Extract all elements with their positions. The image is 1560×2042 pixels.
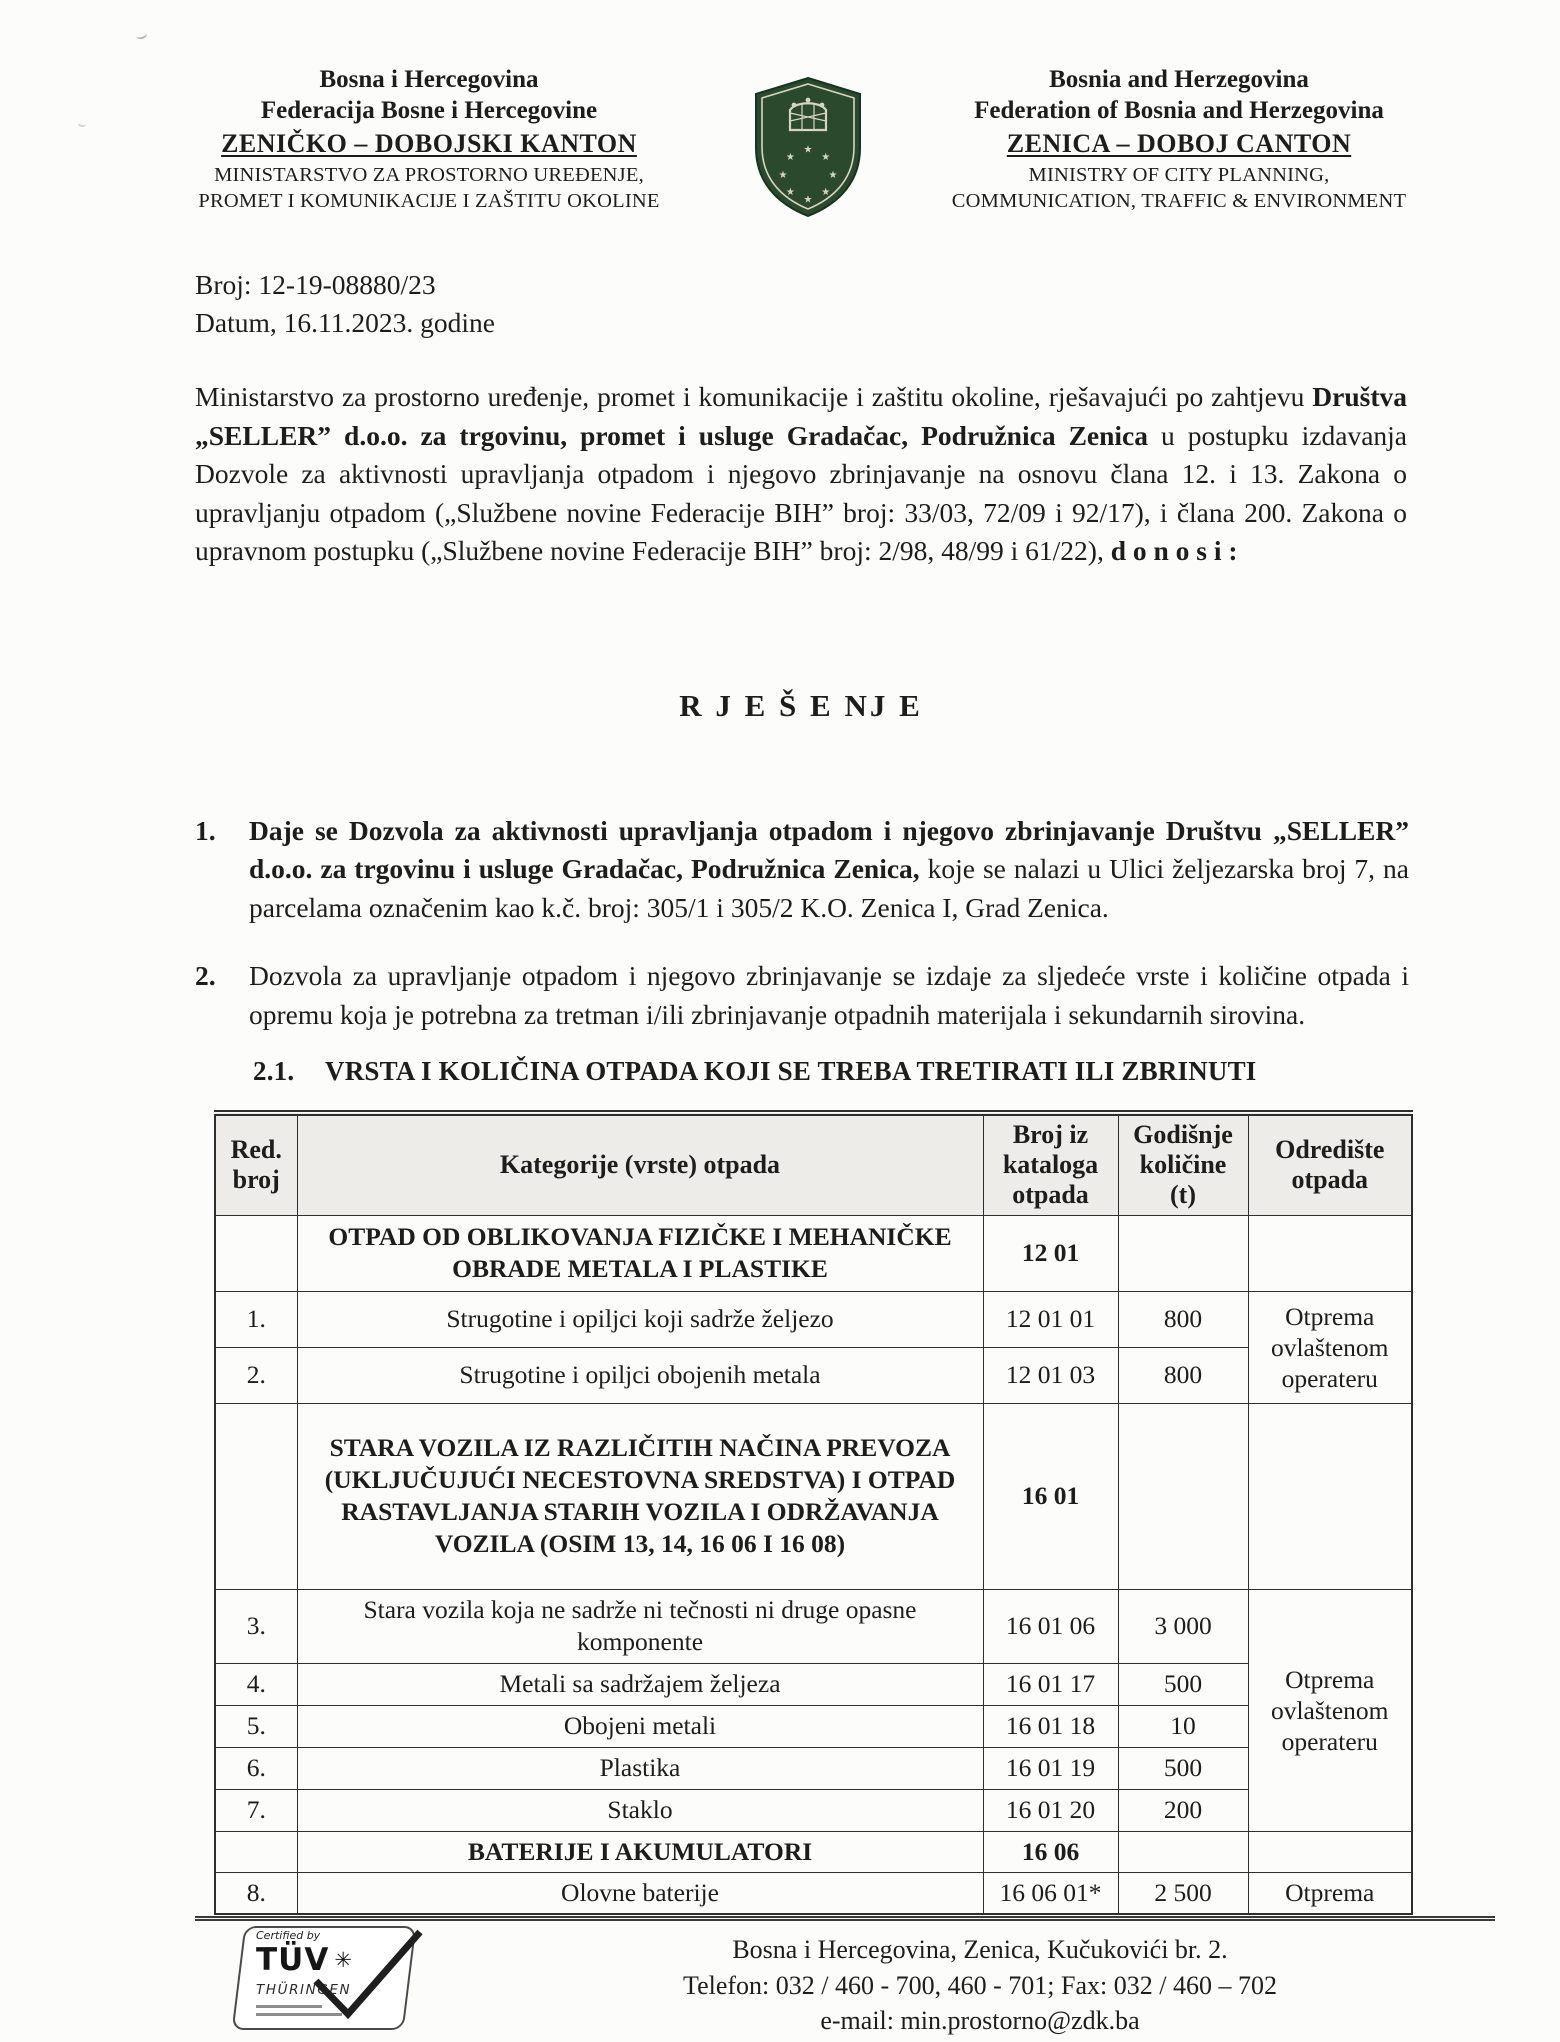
waste-row [215, 1291, 1412, 1347]
decision-items [195, 812, 1409, 1034]
cell-quantity: 500 [1118, 1663, 1248, 1705]
tuv-region-label: THÜRINGEN [256, 1982, 352, 1998]
list-item [195, 812, 1409, 927]
section-heading [253, 1056, 1413, 1087]
waste-table-wrap [214, 1110, 1412, 1915]
tuv-certification-logo [238, 1926, 410, 2030]
preamble-text: Ministarstvo za prostorno uređenje, promet i komunikacije i zaštitu okoline, rješavajući po zahtjevu [195, 381, 1313, 412]
waste-group-row [215, 1215, 1412, 1291]
document-date: Datum, 16.11.2023. godine [195, 307, 495, 338]
header-line: Federation of Bosnia and Herzegovina [974, 97, 1384, 124]
cell-catalog-code: 12 01 03 [983, 1347, 1118, 1403]
document-number: Broj: 12-19-08880/23 [195, 269, 436, 300]
col-header-category: Kategorije (vrste) otpada [297, 1113, 983, 1215]
cell-catalog-code: 16 01 17 [983, 1663, 1118, 1705]
cell-quantity: 800 [1118, 1347, 1248, 1403]
cell-category: BATERIJE I AKUMULATORI [297, 1831, 983, 1872]
header-line: MINISTRY OF CITY PLANNING, [1028, 164, 1330, 186]
cell-catalog-code: 12 01 01 [983, 1291, 1118, 1347]
svg-text:★: ★ [803, 194, 813, 206]
svg-text:★: ★ [778, 170, 788, 181]
cell-quantity: 2 500 [1118, 1872, 1248, 1914]
waste-table-body [215, 1215, 1412, 1914]
cell-catalog-code: 12 01 [983, 1215, 1118, 1291]
cell-ordinal: 3. [215, 1589, 297, 1663]
waste-group-row [215, 1403, 1412, 1589]
cell-quantity: 500 [1118, 1747, 1248, 1789]
col-header-ordinal: Red. broj [215, 1113, 297, 1215]
cell-catalog-code: 16 01 [983, 1403, 1118, 1589]
footer-divider [195, 1916, 1495, 1921]
header-line: Federacija Bosne i Hercegovine [260, 97, 598, 124]
cell-destination: Otprema [1248, 1872, 1412, 1914]
cell-destination [1248, 1831, 1412, 1872]
cell-category: Obojeni metali [297, 1705, 983, 1747]
cell-ordinal: 4. [215, 1663, 297, 1705]
cell-catalog-code: 16 01 18 [983, 1705, 1118, 1747]
waste-row [215, 1663, 1412, 1705]
letterhead [180, 64, 1412, 227]
letterhead-bosnian [180, 64, 678, 214]
cell-ordinal: 6. [215, 1747, 297, 1789]
cell-destination [1248, 1215, 1412, 1291]
coat-of-arms-icon [748, 72, 868, 227]
item-bold-text: Daje se Dozvola za aktivnosti upravljanja otpadom i njegovo zbrinjavanje Društvu „SELLER” d.o.o. za trgovinu i usluge Gradačac, Podružnica Zenica, [249, 815, 1409, 885]
cell-category: Strugotine i opiljci obojenih metala [297, 1347, 983, 1403]
cell-quantity: 10 [1118, 1705, 1248, 1747]
scan-artifact [135, 29, 148, 41]
preamble-text: u postupku izdavanja Dozvole za aktivnosti upravljanja otpadom i njegovo zbrinjavanje na osnovu člana 12. i 13. Zakona o upravljanju otpadom („Službene novine Federacije BIH” broj: 33/03, 72/09 i 92/17), i člana 200. Zakona o upravnom postupku („Službene novine Federacije BIH” broj: 2/98, 48/99 i 61/22), [195, 419, 1407, 567]
cell-ordinal [215, 1215, 297, 1291]
cell-category: OTPAD OD OBLIKOVANJA FIZIČKE I MEHANIČKE OBRADE METALA I PLASTIKE [297, 1215, 983, 1291]
item-text [249, 812, 1409, 927]
cell-catalog-code: 16 01 19 [983, 1747, 1118, 1789]
cell-destination: Otprema ovlaštenom operateru [1248, 1589, 1412, 1831]
cell-ordinal [215, 1831, 297, 1872]
item-text [249, 957, 1409, 1034]
svg-text:★: ★ [821, 151, 831, 163]
cell-quantity [1118, 1403, 1248, 1589]
cell-category: Plastika [297, 1747, 983, 1789]
document-title: R J E Š E NJ E [679, 688, 923, 723]
svg-text:★: ★ [803, 144, 813, 156]
section-number: 2.1. [253, 1056, 295, 1086]
svg-text:★: ★ [785, 187, 795, 199]
letterhead-english [948, 64, 1410, 214]
cell-catalog-code: 16 01 06 [983, 1589, 1118, 1663]
checkmark-icon [306, 1926, 426, 2026]
canton-name-english: ZENICA – DOBOJ CANTON [1006, 129, 1352, 158]
cell-ordinal: 8. [215, 1872, 297, 1914]
cell-destination: Otprema ovlaštenom operateru [1248, 1291, 1412, 1403]
cell-quantity: 800 [1118, 1291, 1248, 1347]
waste-row [215, 1747, 1412, 1789]
header-line: Bosna i Hercegovina [319, 66, 539, 93]
cell-quantity [1118, 1831, 1248, 1872]
waste-table [214, 1110, 1413, 1915]
item-number: 2. [195, 960, 216, 992]
applicant-name: Društva „SELLER” d.o.o. za trgovinu, promet i usluge Gradačac, Podružnica Zenica [195, 381, 1407, 451]
cell-ordinal: 7. [215, 1789, 297, 1831]
item-regular-text: koje se nalazi u Ulici željezarska broj 7, na parcelama označenim kao k.č. broj: 305/1 i 305/2 K.O. Zenica I, Grad Zenica. [249, 853, 1409, 923]
waste-row [215, 1872, 1412, 1914]
footer-phone: Telefon: 032 / 460 - 700, 460 - 701; Fax: 032 / 460 – 702 [683, 1970, 1277, 2000]
cell-quantity: 200 [1118, 1789, 1248, 1831]
footer-address: Bosna i Hercegovina, Zenica, Kučukovići br. 2. [732, 1935, 1228, 1964]
section-title: VRSTA I KOLIČINA OTPADA KOJI SE TREBA TRETIRATI ILI ZBRINUTI [325, 1056, 1257, 1086]
svg-text:★: ★ [828, 170, 838, 181]
header-line: PROMET I KOMUNIKACIJE I ZAŠTITU OKOLINE [198, 190, 660, 212]
canton-name-bosnian: ZENIČKO – DOBOJSKI KANTON [221, 129, 637, 158]
cell-category: Olovne baterije [297, 1872, 983, 1914]
cell-category: Metali sa sadržajem željeza [297, 1663, 983, 1705]
footer-email: e-mail: min.prostorno@zdk.ba [820, 2006, 1140, 2035]
col-header-catalog-code: Broj iz kataloga otpada [983, 1113, 1118, 1215]
waste-row [215, 1347, 1412, 1403]
cell-destination [1248, 1403, 1412, 1589]
cell-category: STARA VOZILA IZ RAZLIČITIH NAČINA PREVOZA (UKLJUČUJUĆI NECESTOVNA SREDSTVA) I OTPAD RASTAVLJANJA STARIH VOZILA I ODRŽAVANJA VOZILA (OSIM 13, 14, 16 06 I 16 08) [297, 1403, 983, 1589]
donosi-label: d o n o s i : [1110, 535, 1238, 567]
footer-contact [500, 1932, 1460, 2039]
cell-quantity [1118, 1215, 1248, 1291]
waste-group-row [215, 1831, 1412, 1872]
col-header-destination: Odredište otpada [1248, 1113, 1412, 1215]
cell-category: Staklo [297, 1789, 983, 1831]
tuv-wordmark: TÜV [256, 1942, 330, 1978]
cell-quantity: 3 000 [1118, 1589, 1248, 1663]
header-line: Bosnia and Herzegovina [1049, 66, 1309, 93]
waste-row [215, 1589, 1412, 1663]
cell-catalog-code: 16 01 20 [983, 1789, 1118, 1831]
tuv-emblem-icon: ✳ [334, 1947, 352, 1972]
certified-by-label: Certified by [256, 1929, 321, 1942]
cell-category: Strugotine i opiljci koji sadrže željezo [297, 1291, 983, 1347]
cell-catalog-code: 16 06 [983, 1831, 1118, 1872]
header-line: MINISTARSTVO ZA PROSTORNO UREĐENJE, [214, 164, 644, 186]
preamble-paragraph [195, 378, 1407, 571]
scan-artifact [77, 119, 86, 127]
cell-ordinal: 5. [215, 1705, 297, 1747]
cell-ordinal: 1. [215, 1291, 297, 1347]
cell-catalog-code: 16 06 01* [983, 1872, 1118, 1914]
item-regular-text: Dozvola za upravljanje otpadom i njegovo zbrinjavanje se izdaje za sljedeće vrste i količine otpada i opremu koja je potrebna za tretman i/ili zbrinjavanje otpadnih materijala i sekundarnih sirovina. [249, 960, 1409, 1030]
svg-text:★: ★ [821, 187, 831, 199]
cell-ordinal: 2. [215, 1347, 297, 1403]
col-header-annual-quantity: Godišnje količine (t) [1118, 1113, 1248, 1215]
document-meta [195, 266, 495, 342]
svg-text:★: ★ [785, 151, 795, 163]
list-item [195, 957, 1409, 1034]
header-line: COMMUNICATION, TRAFFIC & ENVIRONMENT [951, 190, 1407, 212]
waste-row [215, 1789, 1412, 1831]
waste-row [215, 1705, 1412, 1747]
cell-ordinal [215, 1403, 297, 1589]
item-number: 1. [195, 815, 216, 846]
table-header-row [215, 1113, 1412, 1215]
cell-category: Stara vozila koja ne sadrže ni tečnosti ni druge opasne komponente [297, 1589, 983, 1663]
